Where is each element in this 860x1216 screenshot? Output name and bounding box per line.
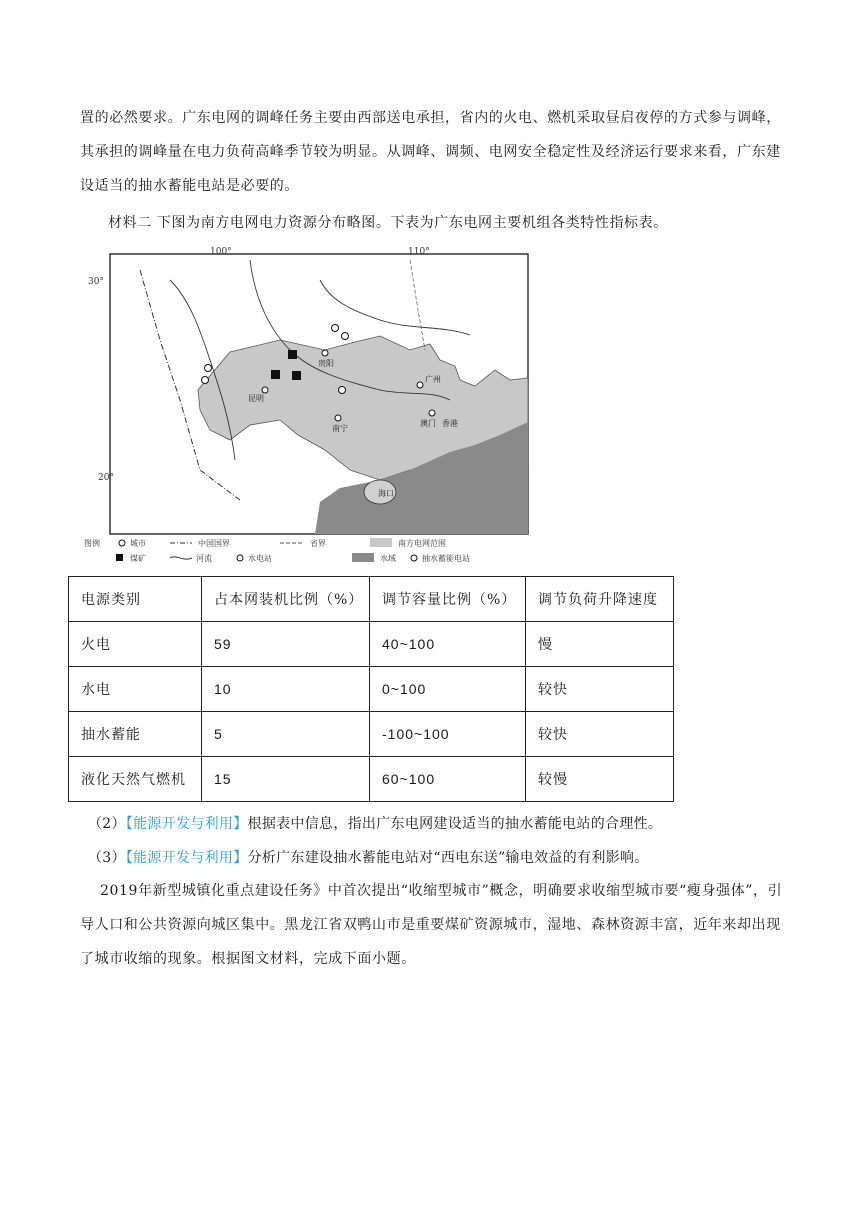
- city-marker: [335, 415, 341, 421]
- table-cell: 5: [202, 712, 370, 757]
- table-row: [69, 757, 674, 802]
- city-label-hongkong: 香港: [442, 419, 458, 428]
- table-header-cell: 调节负荷升降速度: [526, 577, 674, 622]
- table-cell: 慢: [526, 622, 674, 667]
- legend-coal-label: 煤矿: [130, 554, 146, 563]
- power-grid-map: [80, 240, 540, 572]
- table-cell: 水电: [69, 667, 202, 712]
- table-cell: 40~100: [370, 622, 526, 667]
- city-label-kunming: 昆明: [248, 394, 264, 403]
- legend-grid-label: 南方电网范围: [398, 539, 446, 548]
- legend-river-icon: [170, 557, 192, 559]
- hydro-station-marker: [202, 377, 209, 384]
- city-label-guiyang: 贵阳: [318, 359, 334, 368]
- legend-pumped-icon: [411, 555, 417, 561]
- legend-province-label: 省界: [310, 539, 326, 548]
- table-cell: 抽水蓄能: [69, 712, 202, 757]
- hydro-station-marker: [342, 333, 349, 340]
- legend-title: 图例: [84, 539, 100, 548]
- unit-characteristics-table: [68, 576, 674, 802]
- legend-water-label: 水域: [380, 554, 396, 563]
- pumped-storage-marker: [429, 410, 435, 416]
- city-label-macau: 澳门: [420, 419, 436, 428]
- table-cell: 较慢: [526, 757, 674, 802]
- legend-water-icon: [352, 553, 374, 562]
- question-3: [88, 848, 649, 868]
- city-marker: [322, 350, 328, 356]
- legend-city-icon: [119, 540, 125, 546]
- legend-border-label: 中国国界: [198, 539, 230, 548]
- legend-grid-icon: [370, 538, 392, 547]
- table-cell: 较快: [526, 667, 674, 712]
- question-text: 分析广东建设抽水蓄能电站对“西电东送”输电效益的有利影响。: [247, 850, 649, 866]
- table-header-cell: 调节容量比例（%）: [370, 577, 526, 622]
- topic-tag: 【能源开发与利用】: [125, 816, 248, 832]
- table-row: [69, 712, 674, 757]
- map-legend: [84, 538, 470, 563]
- table-row: [69, 622, 674, 667]
- hydro-station-marker: [339, 387, 346, 394]
- intro-paragraph: 置的必然要求。广东电网的调峰任务主要由西部送电承担，省内的火电、燃机采取昼启夜停的方式参与调峰，其承担的调峰量在电力负荷高峰季节较为明显。从调峰、调频、电网安全稳定性及经济运行要求来看，广东建设适当的抽水蓄能电站是必要的。: [80, 110, 781, 194]
- lat-label-30: 30°: [88, 277, 104, 287]
- coal-mine: [271, 370, 280, 379]
- table-cell: 液化天然气燃机: [69, 757, 202, 802]
- lat-label-20: 20°: [98, 473, 114, 483]
- shrinking-city-paragraph: 2019年新型城镇化重点建设任务》中首次提出“收缩型城市”概念，明确要求收缩型城市要“瘦身强体”，引导人口和公共资源向城区集中。黑龙江省双鸭山市是重要煤矿资源城市，湿地、森林资源丰富，近年来却出现了城市收缩的现象。根据图文材料，完成下面小题。: [80, 883, 783, 967]
- city-marker: [417, 382, 423, 388]
- table-cell: 60~100: [370, 757, 526, 802]
- legend-hydro-label: 水电站: [248, 554, 272, 563]
- table-cell: 10: [202, 667, 370, 712]
- coal-mine: [288, 350, 297, 359]
- table-header-cell: 占本网装机比例（%）: [202, 577, 370, 622]
- question-number: （2）: [88, 816, 126, 832]
- legend-hydro-icon: [237, 555, 243, 561]
- question-text: 根据表中信息，指出广东电网建设适当的抽水蓄能电站的合理性。: [247, 816, 663, 832]
- legend-river-label: 河流: [196, 554, 212, 563]
- table-cell: 0~100: [370, 667, 526, 712]
- hydro-station-marker: [205, 365, 212, 372]
- lon-label-110: 110°: [408, 247, 430, 257]
- table-cell: -100~100: [370, 712, 526, 757]
- coal-mine: [292, 371, 301, 380]
- table-row: [69, 667, 674, 712]
- legend-pumped-label: 抽水蓄能电站: [422, 554, 470, 563]
- hydro-station-marker: [332, 325, 339, 332]
- topic-tag: 【能源开发与利用】: [125, 850, 248, 866]
- table-cell: 59: [202, 622, 370, 667]
- table-cell: 15: [202, 757, 370, 802]
- material-two-paragraph: 材料二 下图为南方电网电力资源分布略图。下表为广东电网主要机组各类特性指标表。: [108, 215, 668, 231]
- legend-city-label: 城市: [130, 539, 146, 548]
- question-number: （3）: [88, 850, 126, 866]
- table-cell: 火电: [69, 622, 202, 667]
- table-cell: 较快: [526, 712, 674, 757]
- city-marker: [262, 387, 268, 393]
- lon-label-100: 100°: [210, 247, 232, 257]
- city-label-nanning: 南宁: [332, 424, 348, 433]
- legend-coal-icon: [116, 554, 123, 561]
- city-label-guangzhou: 广州: [425, 375, 441, 384]
- table-header-cell: 电源类别: [69, 577, 202, 622]
- city-label-haikou: 海口: [378, 489, 394, 498]
- question-2: [88, 814, 662, 834]
- table-header-row: [69, 577, 674, 622]
